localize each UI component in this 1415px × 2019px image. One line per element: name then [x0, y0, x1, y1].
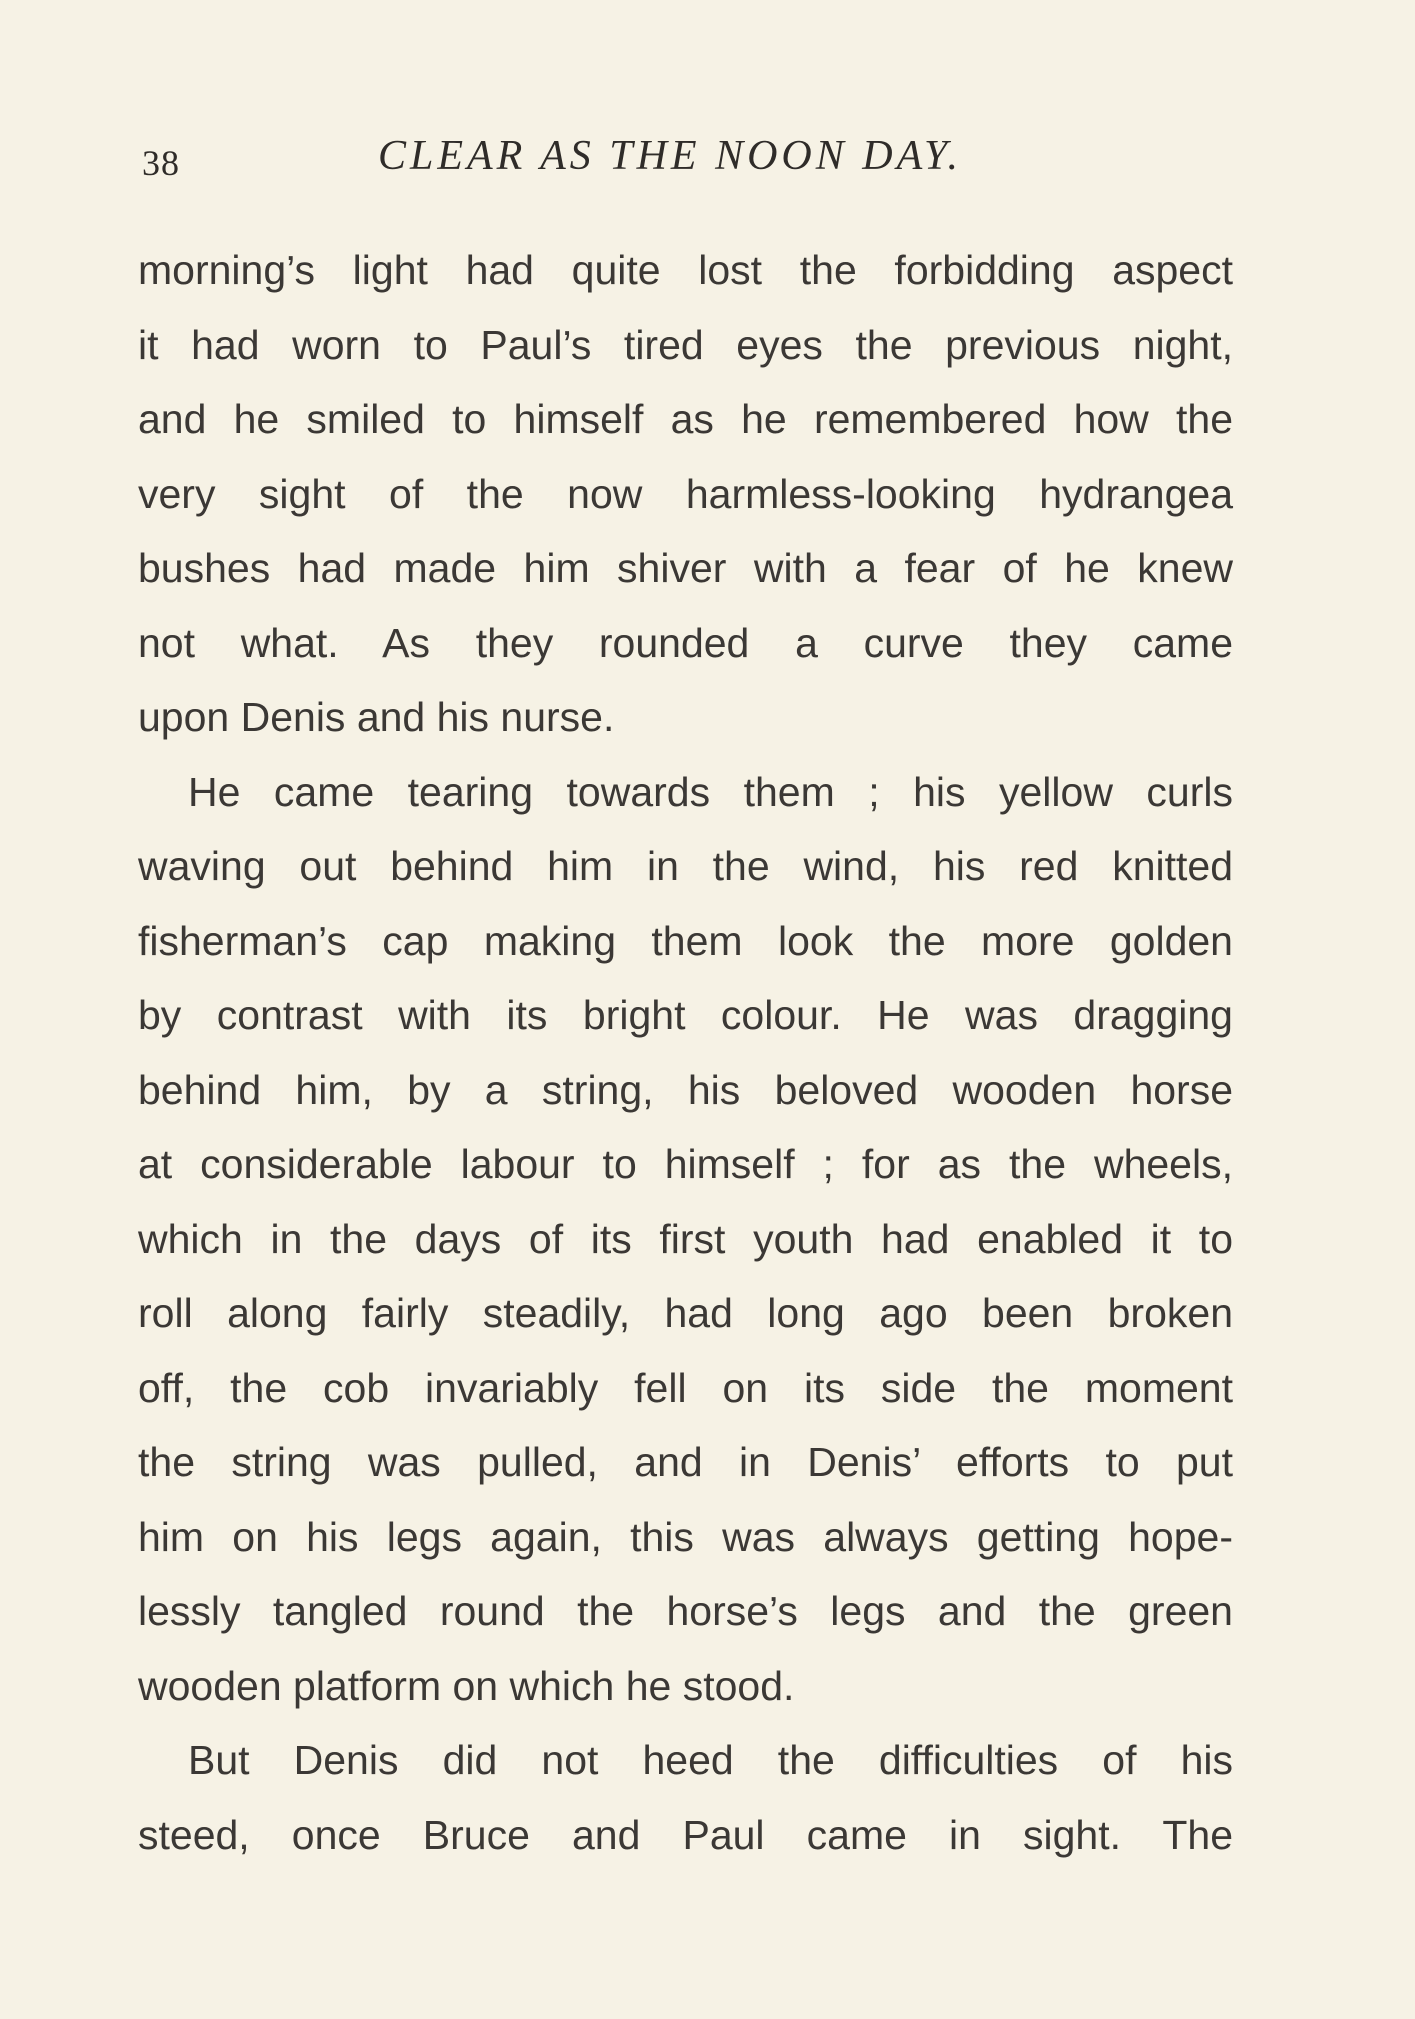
text-line: him on his legs again, this was always getting hope- — [138, 1513, 1233, 1560]
text-line: wooden platform on which he stood. — [138, 1662, 795, 1709]
page-number: 38 — [142, 143, 180, 183]
text-line: behind him, by a string, his beloved wooden horse — [138, 1066, 1233, 1113]
text-line: off, the cob invariably fell on its side the moment — [138, 1364, 1233, 1411]
text-line: upon Denis and his nurse. — [138, 694, 615, 740]
text-line: roll along fairly steadily, had long ago been broken — [138, 1290, 1233, 1336]
text-line: which in the days of its first youth had enabled it to — [138, 1215, 1233, 1262]
text-line: at considerable labour to himself ; for as the wheels, — [138, 1141, 1233, 1187]
text-line: bushes had made him shiver with a fear of he knew — [138, 545, 1233, 591]
running-title: CLEAR AS THE NOON DAY. — [378, 133, 962, 179]
paragraph-start-line: But Denis did not heed the difficulties of his — [188, 1737, 1233, 1783]
text-line: steed, once Bruce and Paul came in sight. The — [138, 1811, 1233, 1858]
paragraph-start-line: He came tearing towards them ; his yellow curls — [188, 768, 1233, 815]
text-line: waving out behind him in the wind, his red knitted — [138, 843, 1233, 889]
running-head — [138, 132, 1233, 192]
text-line: not what. As they rounded a curve they came — [138, 619, 1233, 666]
text-line: very sight of the now harmless-looking hydrangea — [138, 470, 1233, 517]
body-text — [138, 233, 1233, 1872]
text-line: the string was pulled, and in Denis’ efforts to put — [138, 1439, 1233, 1485]
text-line: it had worn to Paul’s tired eyes the previous night, — [138, 321, 1233, 368]
text-line: morning’s light had quite lost the forbidding aspect — [138, 247, 1233, 293]
text-line: fisherman’s cap making them look the more golden — [138, 917, 1233, 964]
text-line: lessly tangled round the horse’s legs and the green — [138, 1588, 1233, 1634]
text-line: and he smiled to himself as he remembered how the — [138, 396, 1233, 442]
text-line: by contrast with its bright colour. He was dragging — [138, 992, 1233, 1038]
